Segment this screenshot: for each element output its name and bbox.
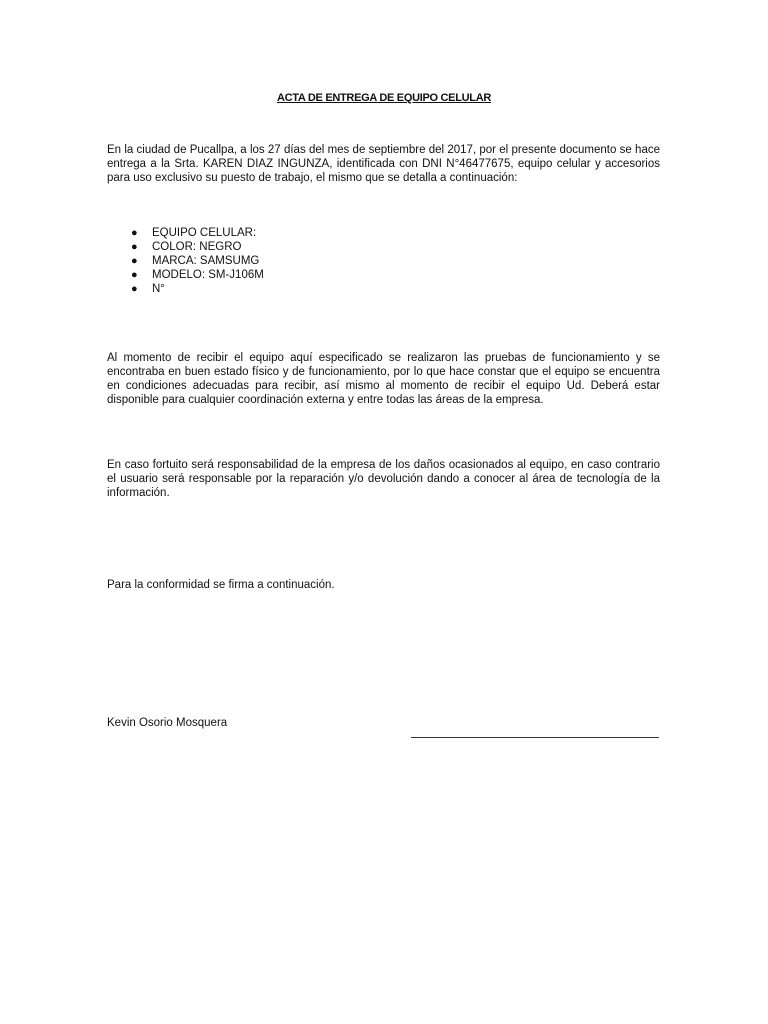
signer-name: Kevin Osorio Mosquera: [107, 717, 228, 729]
conformity-paragraph: Para la conformidad se firma a continuación.: [107, 579, 335, 591]
tests-paragraph: Al momento de recibir el equipo aquí especificado se realizaron las pruebas de funcionamiento y se encontraba en buen estado físico y de funcionamiento, por lo que hace constar que el equipo se encuentra en condiciones adecuadas para recibir, así mismo al momento de recibir el equipo Ud. Deberá estar disponible para cualquier coordinación externa y entre todas las áreas de la empresa.: [107, 352, 660, 406]
equipment-list: [107, 226, 264, 296]
list-item: [107, 268, 264, 282]
list-item-text: MODELO: SM-J106M: [152, 269, 264, 281]
bullet-icon: ●: [131, 241, 138, 253]
bullet-icon: ●: [131, 255, 138, 267]
list-item: [107, 254, 264, 268]
list-item-text: N°: [152, 283, 165, 295]
list-item-text: EQUIPO CELULAR:: [152, 227, 257, 239]
list-item-text: COLOR: NEGRO: [152, 241, 242, 253]
list-item: [107, 240, 264, 254]
bullet-icon: ●: [131, 227, 138, 239]
document-title: ACTA DE ENTREGA DE EQUIPO CELULAR: [277, 92, 491, 104]
signature-line: [411, 737, 659, 738]
list-item-text: MARCA: SAMSUMG: [152, 255, 260, 267]
responsibility-paragraph: En caso fortuito será responsabilidad de la empresa de los daños ocasionados al equipo, en caso contrario el usuario será responsable por la reparación y/o devolución dando a conocer al área de tecnología de la información.: [107, 459, 660, 499]
intro-paragraph: En la ciudad de Pucallpa, a los 27 días del mes de septiembre del 2017, por el presente documento se hace entrega a la Srta. KAREN DIAZ INGUNZA, identificada con DNI N°46477675, equipo celular y accesorios para uso exclusivo su puesto de trabajo, el mismo que se detalla a continuación:: [107, 144, 660, 184]
bullet-icon: ●: [131, 283, 138, 295]
bullet-icon: ●: [131, 269, 138, 281]
list-item: [107, 282, 264, 296]
list-item: [107, 226, 264, 240]
